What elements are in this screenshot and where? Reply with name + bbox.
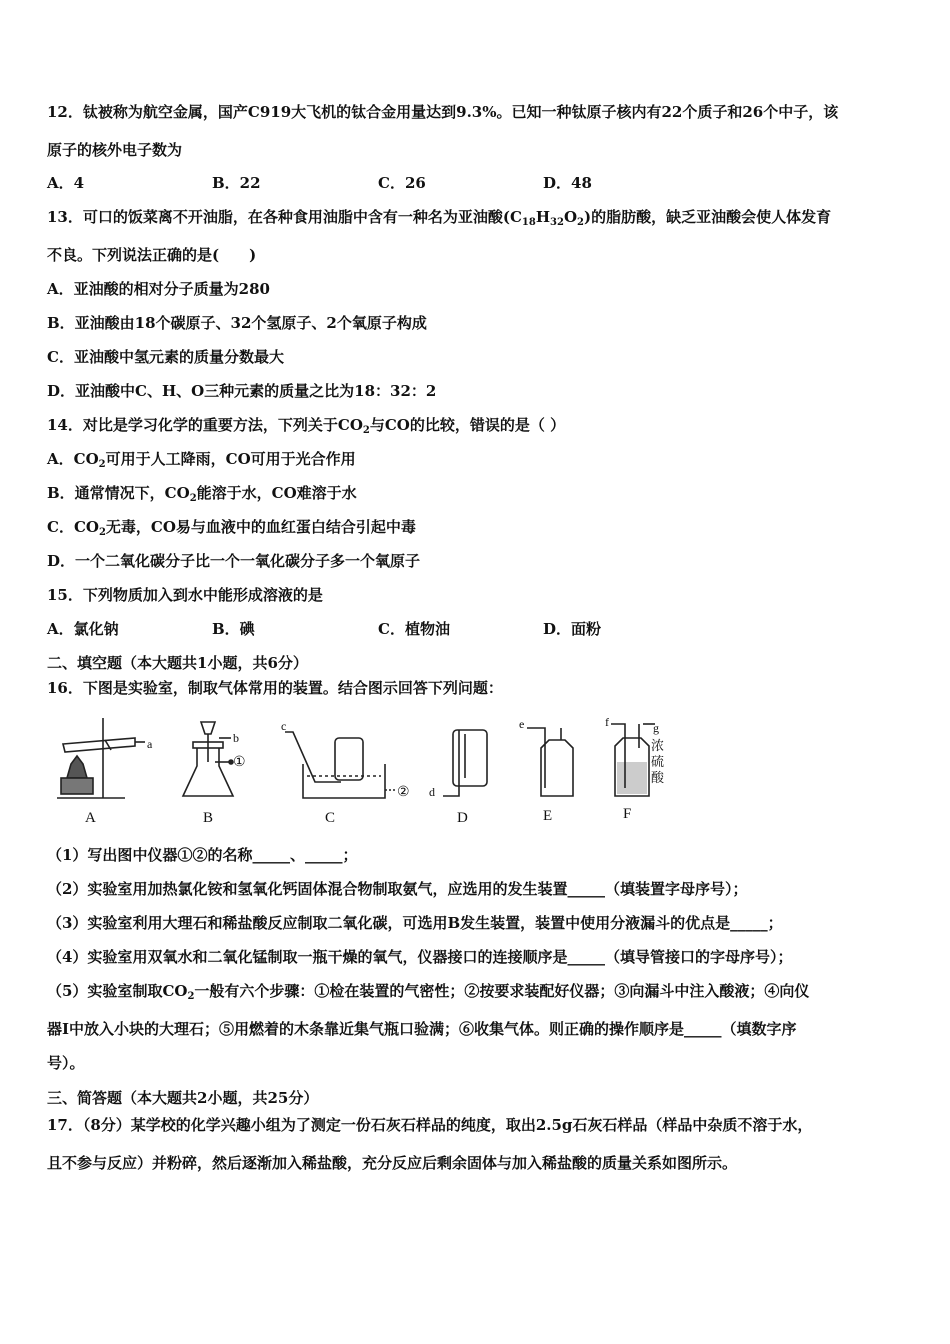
- acid-label-1: 浓: [651, 738, 665, 753]
- acid-label-2: 硫: [651, 754, 665, 769]
- q16-part-4: （4）实验室用双氧水和二氧化锰制取一瓶干燥的氧气，仪器接口的连接顺序是_____（填导管接口的字母序号）；: [47, 948, 793, 966]
- port-c: c: [281, 719, 287, 733]
- q13-option-c: C．亚油酸中氢元素的质量分数最大: [47, 348, 284, 366]
- apparatus-d-collecting-bottle: [443, 730, 487, 796]
- label-f: F: [623, 806, 632, 822]
- acid-label-3: 酸: [651, 770, 665, 785]
- section-2-heading: 二、填空题（本大题共1小题，共6分）: [47, 654, 308, 672]
- port-g: g: [653, 721, 659, 735]
- q12-stem-line2: 原子的核外电子数为: [47, 141, 183, 159]
- q12-option-d: D．48: [543, 174, 592, 192]
- apparatus-c-water-trough: [285, 732, 397, 798]
- q17-line2: 且不参与反应）并粉碎，然后逐渐加入稀盐酸，充分反应后剩余固体与加入稀盐酸的质量关系如图所示。: [47, 1154, 738, 1172]
- q13-stem-line2: 不良。下列说法正确的是( ): [47, 246, 257, 264]
- q16-part-5-line3: 号）。: [47, 1054, 85, 1072]
- q16-part-1: （1）写出图中仪器①②的名称_____、_____；: [47, 846, 358, 864]
- label-c: C: [325, 810, 336, 826]
- apparatus-f-wash-bottle: [611, 724, 655, 796]
- label-b: B: [203, 810, 214, 826]
- port-b: b: [233, 731, 239, 745]
- q13-option-d: D．亚油酸中C、H、O三种元素的质量之比为18：32：2: [47, 382, 437, 400]
- circled-2: ②: [397, 785, 410, 800]
- label-a: A: [85, 810, 96, 826]
- q16-part-5-line2: 器Ⅰ中放入小块的大理石；⑤用燃着的木条靠近集气瓶口验满；⑥收集气体。则正确的操作顺序是_____（填数字序: [47, 1020, 797, 1038]
- label-d: D: [457, 810, 468, 826]
- q16-part-3: （3）实验室利用大理石和稀盐酸反应制取二氧化碳，可选用B发生装置，装置中使用分液漏斗的优点是_____；: [47, 914, 783, 932]
- q13-option-a: A．亚油酸的相对分子质量为280: [47, 280, 270, 298]
- q14-option-d: D．一个二氧化碳分子比一个一氧化碳分子多一个氧原子: [47, 552, 421, 570]
- q14-option-c: C．$CO_2$无毒，CO易与血液中的血红蛋白结合引起中毒: [47, 518, 416, 538]
- lab-apparatus-figure: [45, 718, 685, 828]
- q12-stem-line1: 12．钛被称为航空金属，国产C919大飞机的钛合金用量达到9.3%。已知一种钛原子核内有22个质子和26个中子，该: [47, 103, 839, 121]
- q12-option-b: B．22: [212, 174, 261, 192]
- q13-option-b: B．亚油酸由18个碳原子、32个氢原子、2个氧原子构成: [47, 314, 427, 332]
- port-e: e: [519, 718, 525, 731]
- label-e: E: [543, 808, 553, 824]
- section-3-heading: 三、简答题（本大题共2小题，共25分）: [47, 1089, 319, 1107]
- apparatus-a-heating-tube: [57, 718, 145, 798]
- q16-stem: 16．下图是实验室，制取气体常用的装置。结合图示回答下列问题：: [47, 679, 503, 697]
- q15-option-c: C．植物油: [378, 620, 450, 638]
- q12-option-c: C．26: [378, 174, 426, 192]
- q16-part-2: （2）实验室用加热氯化铵和氢氧化钙固体混合物制取氨气，应选用的发生装置_____（填装置字母序号）；: [47, 880, 748, 898]
- q15-option-b: B．碘: [212, 620, 255, 638]
- port-d: d: [429, 785, 435, 799]
- q16-part-5-line1: （5）实验室制取$CO_2$一般有六个步骤：①检在装置的气密性；②按要求装配好仪器；③向漏斗中注入酸液；④向仪: [47, 982, 810, 1002]
- apparatus-e-gas-bottle: [527, 728, 573, 796]
- q15-stem: 15．下列物质加入到水中能形成溶液的是: [47, 586, 323, 604]
- circled-1: ①: [233, 755, 246, 770]
- port-a: a: [147, 737, 153, 751]
- q14-option-b: B．通常情况下，$CO_2$能溶于水，CO难溶于水: [47, 484, 357, 504]
- q14-stem: 14．对比是学习化学的重要方法，下列关于$CO_2$与CO的比较，错误的是（ ）: [47, 416, 566, 436]
- q13-stem-line1: 13．可口的饭菜离不开油脂，在各种食用油脂中含有一种名为亚油酸$(C_{18}H_{32}O_2)$的脂肪酸，缺乏亚油酸会使人体发育: [47, 208, 832, 228]
- port-f: f: [605, 718, 609, 729]
- q15-option-a: A．氯化钠: [47, 620, 119, 638]
- apparatus-b-flask-funnel: [183, 722, 233, 796]
- q12-option-a: A．4: [47, 174, 85, 192]
- q14-option-a: A．$CO_2$可用于人工降雨，CO可用于光合作用: [47, 450, 356, 470]
- q17-line1: 17．（8分）某学校的化学兴趣小组为了测定一份石灰石样品的纯度，取出2.5g石灰石样品（样品中杂质不溶于水，: [47, 1116, 813, 1134]
- q15-option-d: D．面粉: [543, 620, 602, 638]
